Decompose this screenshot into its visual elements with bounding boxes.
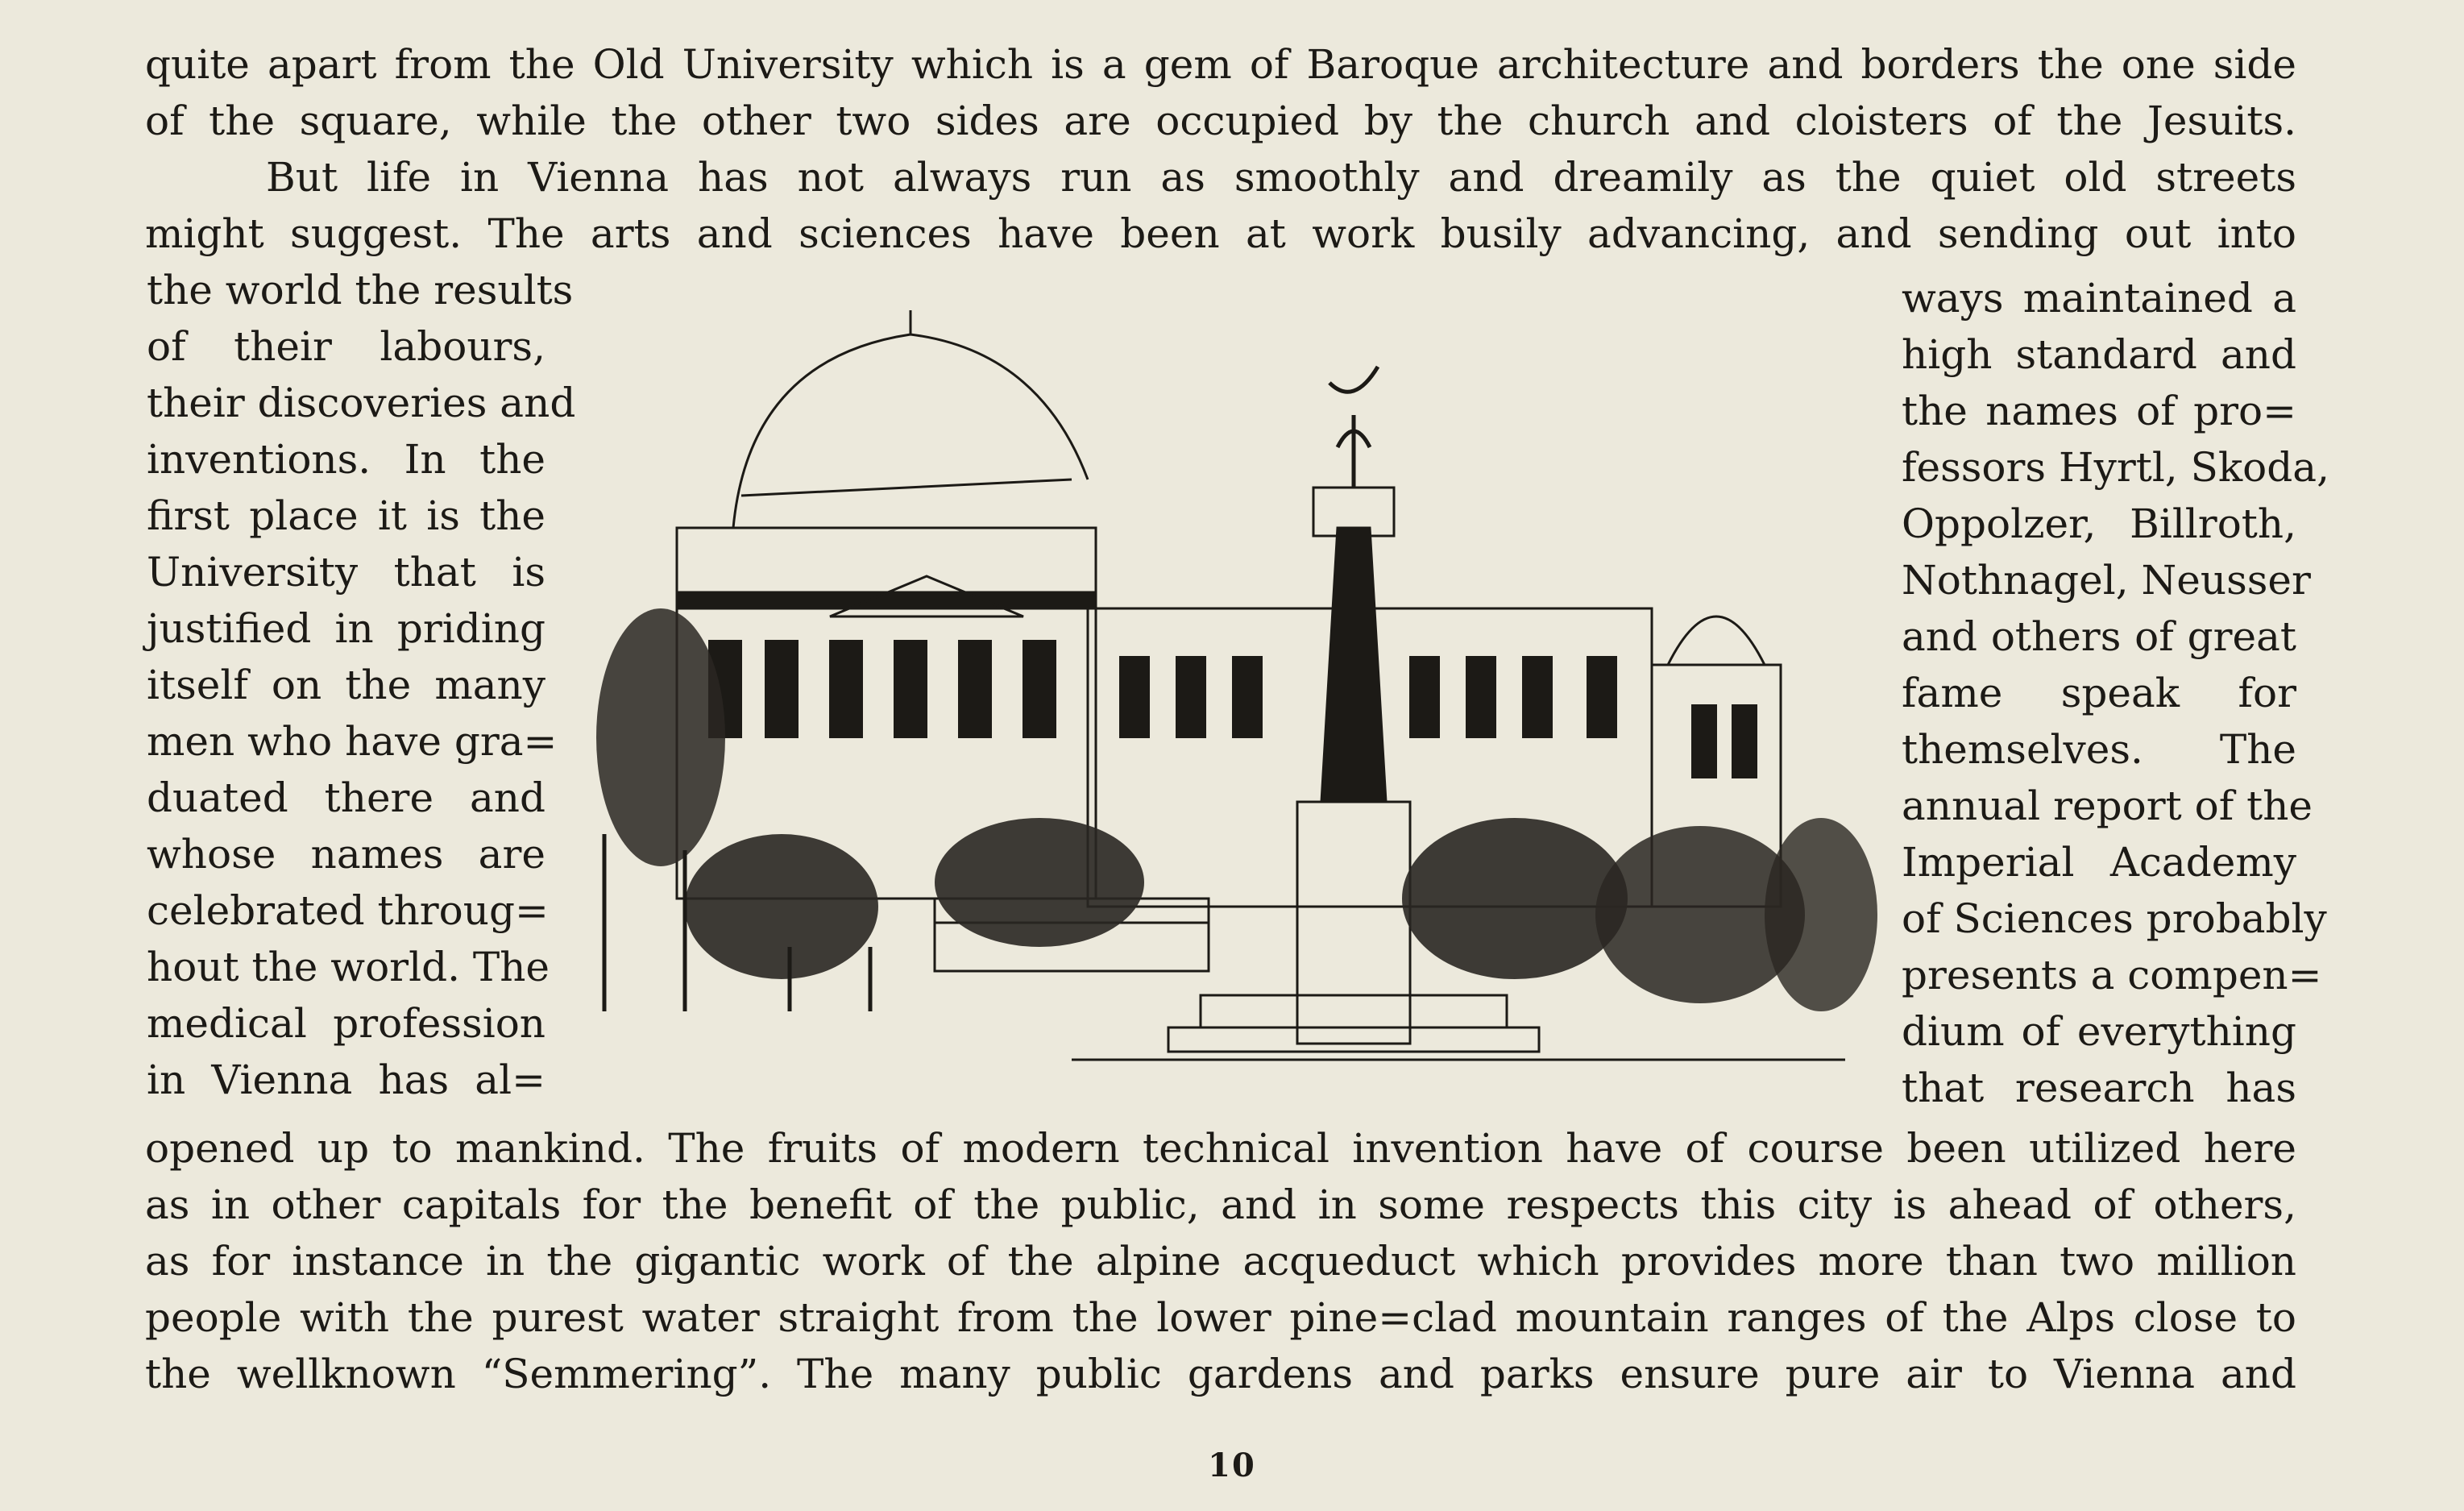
left-column-line: in Vienna has al= [147,1056,545,1103]
left-column-line: the world the results [147,267,574,313]
left-column-line: medical profession [147,1000,545,1047]
text-line: of the square, while the other two sides are occupied by the church and cloisters of the Jesuits. [145,98,2296,144]
left-column-line: whose names are [147,831,545,878]
right-column-line: fame speak for [1902,670,2296,716]
text-line: as in other capitals for the benefit of the public, and in some respects this city is ahead of others, [145,1181,2296,1228]
right-column-line: of Sciences probably [1902,895,2327,942]
left-column-line: first place it is the [147,492,545,539]
right-column-line: Oppolzer, Billroth, [1902,500,2296,547]
right-column-line: and others of great [1902,613,2296,660]
right-column-line: high standard and [1902,331,2296,378]
right-column-line: that research has [1902,1065,2296,1111]
left-column-line: inventions. In the [147,436,545,483]
left-column-line: justified in priding [147,605,545,652]
right-column-line: fessors Hyrtl, Skoda, [1902,444,2329,491]
left-column-line: of their labours, [147,323,545,370]
left-column-line: itself on the many [147,662,545,708]
right-column-line: Nothnagel, Neusser [1902,557,2311,604]
left-column-line: celebrated throug= [147,887,549,934]
left-column-line: men who have gra= [147,718,558,765]
text-line: But life in Vienna has not always run as smoothly and dreamily as the quiet old streets [266,154,2296,201]
right-column-line: ways maintained a [1902,275,2296,322]
page-number: 10 [1208,1447,1256,1484]
left-column-line: duated there and [147,774,545,821]
left-column-line: University that is [147,549,545,596]
text-line: quite apart from the Old University which is a gem of Baroque architecture and borders the one side [145,41,2296,88]
right-column-line: annual report of the [1902,782,2313,829]
text-line: people with the purest water straight from the lower pine=clad mountain ranges of the Alps close to [145,1294,2296,1341]
text-line: the wellknown “Semmering”. The many public gardens and parks ensure pure air to Vienna and [145,1351,2296,1397]
text-line: opened up to mankind. The fruits of modern technical invention have of course been utilized here [145,1125,2296,1172]
text-line: as for instance in the gigantic work of the alpine acqueduct which provides more than two million [145,1238,2296,1285]
text-line: might suggest. The arts and sciences have been at work busily advancing, and sending out into [145,210,2296,257]
right-column-line: Imperial Academy [1902,839,2296,886]
right-column-line: themselves. The [1902,726,2296,773]
right-column-line: presents a compen= [1902,952,2322,998]
left-column-line: hout the world. The [147,944,550,990]
right-column-line: dium of everything [1902,1008,2296,1055]
right-column-line: the names of pro= [1902,388,2296,434]
left-column-line: their discoveries and [147,380,576,426]
university-illustration [588,286,1894,1092]
